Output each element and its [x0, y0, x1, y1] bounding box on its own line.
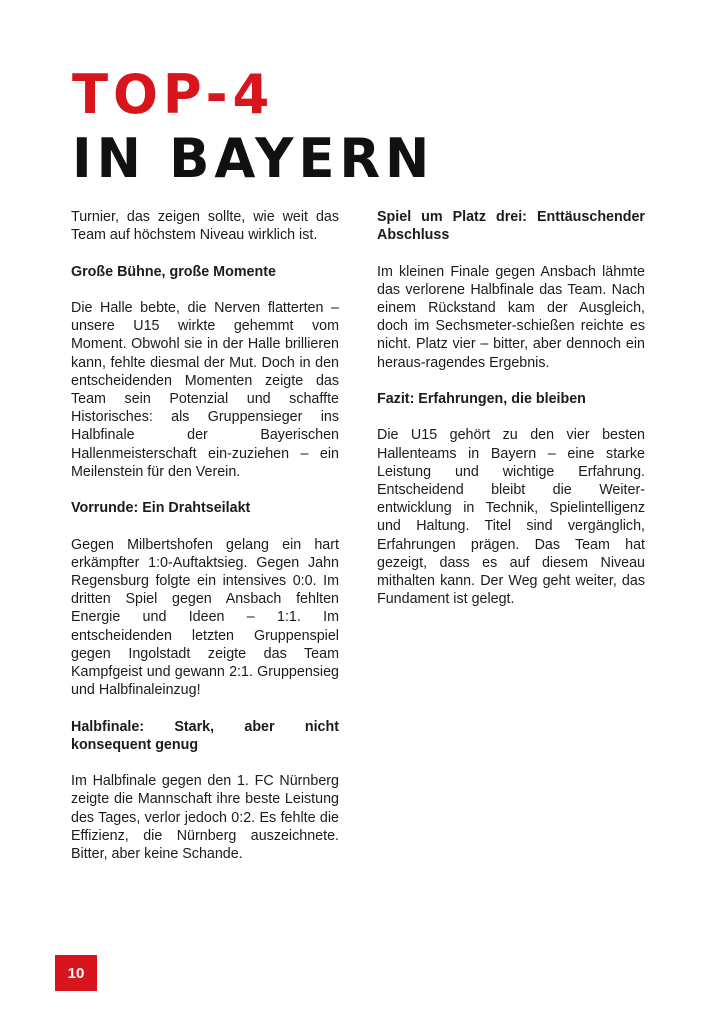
page-number: 10	[67, 964, 85, 982]
section-heading-vorrunde: Vorrunde: Ein Drahtseilakt	[71, 500, 251, 517]
right-column	[377, 208, 645, 627]
section-text-halbfinale: Im Halbfinale gegen den 1. FC Nürnberg zeigte die Mannschaft ihre beste Leistung des Tages, verlor jedoch 0:2. Es fehlte die Effizienz, die Nürnberg auszeichnete. Bitter, aber keine Schande.	[71, 773, 339, 863]
section-heading-platz-drei: Spiel um Platz drei: Enttäuschender Abschluss	[377, 209, 645, 244]
section-text-vorrunde: Gegen Milbertshofen gelang ein hart erkämpfter 1:0-Auftaktsieg. Gegen Jahn Regensburg folgte ein intensives 0:0. Im dritten Spiel gegen Ansbach fehlten Energie und Ideen – 1:1. Im entscheidenden letzten Gruppenspiel gegen Ingolstadt zeigte das Team Kampfgeist und gewann 2:1. Gruppensieg und Halbfinaleinzug!	[71, 536, 339, 699]
section-text-grosse-buehne: Die Halle bebte, die Nerven flatterten – unsere U15 wirkte gehemmt vom Moment. Obwohl sie in der Halle brillieren kann, fehlte diesmal der Mut. Doch in den entscheidenden Momenten zeigte das Team sein Potenzial und schaffte Historisches: als Gruppensieger ins Halbfinale der Bayerischen Hallenmeisterschaft ein-zuziehen – ein Meilenstein für den Verein.	[71, 299, 339, 480]
section-text-fazit: Die U15 gehört zu den vier besten Hallenteams in Bayern – eine starke Leistung und wichtige Erfahrung. Entscheidend bleibt die Weiter-entwicklung in Technik, Spielintelligenz und Haltung. Titel sind vergänglich, Erfahrungen prägen. Das Team hat gezeigt, dass es auf diesem Niveau mithalten kann. Der Weg geht weiter, das Fundament ist gelegt.	[377, 427, 645, 608]
title-line-red: TOP-4	[72, 63, 275, 126]
intro-paragraph: Turnier, das zeigen sollte, wie weit das Team auf höchstem Niveau wirklich ist.	[71, 209, 339, 244]
title-line-black: IN BAYERN	[72, 127, 435, 190]
page-number-badge	[55, 955, 97, 991]
left-column	[71, 208, 339, 881]
section-heading-grosse-buehne: Große Bühne, große Momente	[71, 263, 276, 280]
page-title	[72, 63, 442, 192]
section-heading-halbfinale: Halbfinale: Stark, aber nicht konsequent genug	[71, 718, 339, 753]
section-text-platz-drei: Im kleinen Finale gegen Ansbach lähmte das verlorene Halbfinale das Team. Nach einem Rückstand kam der Ausgleich, doch im Sechsmeter-schießen reichte es nicht. Platz vier – bitter, aber dennoch ein heraus-ragendes Ergebnis.	[377, 263, 645, 371]
section-heading-fazit: Fazit: Erfahrungen, die bleiben	[377, 391, 586, 407]
